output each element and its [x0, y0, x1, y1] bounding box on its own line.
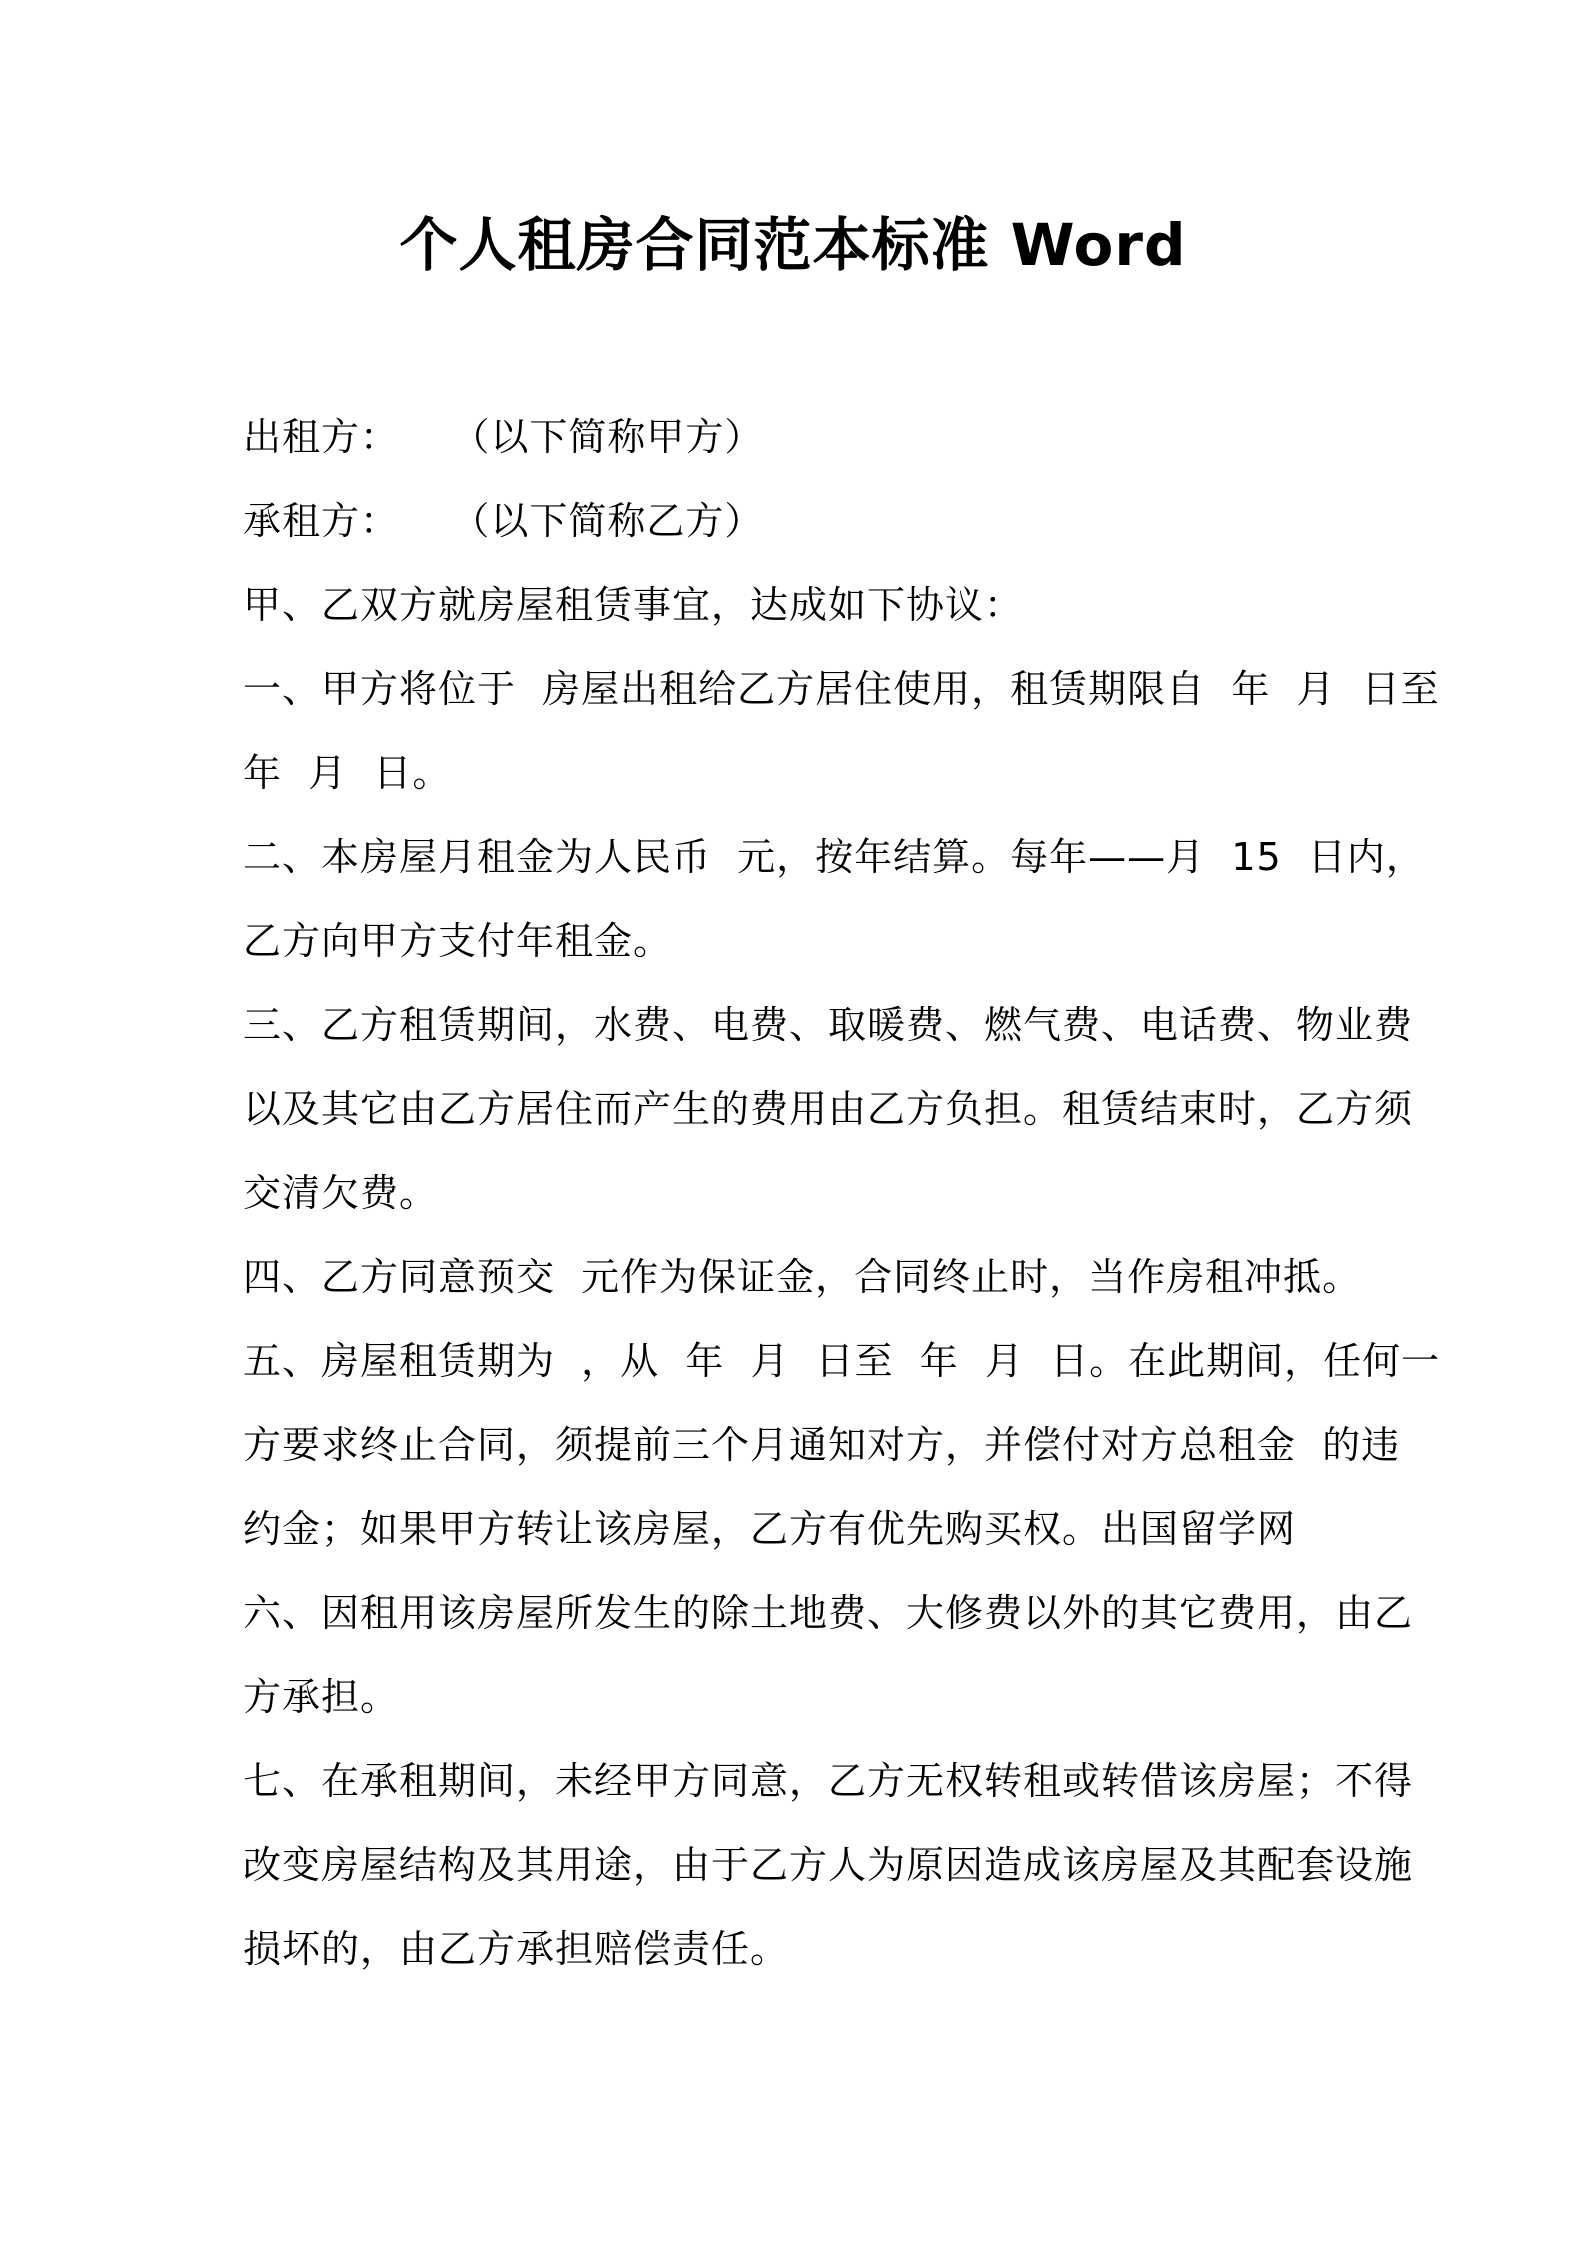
clause-3-line-1: 三、乙方租赁期间，水费、电费、取暖费、燃气费、电话费、物业费 — [243, 1003, 1414, 1047]
clause-4-line-1: 四、乙方同意预交 元作为保证金，合同终止时，当作房租冲抵。 — [243, 1255, 1362, 1299]
clause-7-line-1: 七、在承租期间，未经甲方同意，乙方无权转租或转借该房屋；不得 — [243, 1759, 1414, 1803]
clause-2-line-2: 乙方向甲方支付年租金。 — [243, 919, 673, 963]
contract-body — [243, 395, 1441, 1991]
clause-2-line-1: 二、本房屋月租金为人民币 元，按年结算。每年——月 15 日内， — [243, 835, 1425, 879]
clause-5-line-3: 约金；如果甲方转让该房屋，乙方有优先购买权。出国留学网 — [243, 1507, 1297, 1551]
clause-3-line-3: 交清欠费。 — [243, 1171, 439, 1215]
clause-5-line-1: 五、房屋租赁期为 ，从 年 月 日至 年 月 日。在此期间，任何一 — [243, 1339, 1441, 1383]
clause-6-line-1: 六、因租用该房屋所发生的除土地费、大修费以外的其它费用，由乙 — [243, 1591, 1414, 1635]
clause-7-line-3: 损坏的，由乙方承担赔偿责任。 — [243, 1927, 790, 1971]
clause-1-line-1: 一、甲方将位于 房屋出租给乙方居住使用，租赁期限自 年 月 日至 — [243, 667, 1440, 711]
lessor-line: 出租方： （以下简称甲方） — [243, 415, 764, 459]
agreement-intro: 甲、乙双方就房屋租赁事宜，达成如下协议： — [243, 583, 1024, 627]
clause-3-line-2: 以及其它由乙方居住而产生的费用由乙方负担。租赁结束时，乙方须 — [243, 1087, 1414, 1131]
document-title: 个人租房合同范本标准 Word — [399, 211, 1187, 279]
clause-7-line-2: 改变房屋结构及其用途，由于乙方人为原因造成该房屋及其配套设施 — [243, 1843, 1414, 1887]
lessee-line: 承租方： （以下简称乙方） — [243, 499, 764, 543]
clause-5-line-2: 方要求终止合同，须提前三个月通知对方，并偿付对方总租金 的违 — [243, 1423, 1401, 1467]
clause-6-line-2: 方承担。 — [243, 1675, 400, 1719]
clause-1-line-2: 年 月 日。 — [243, 751, 452, 795]
